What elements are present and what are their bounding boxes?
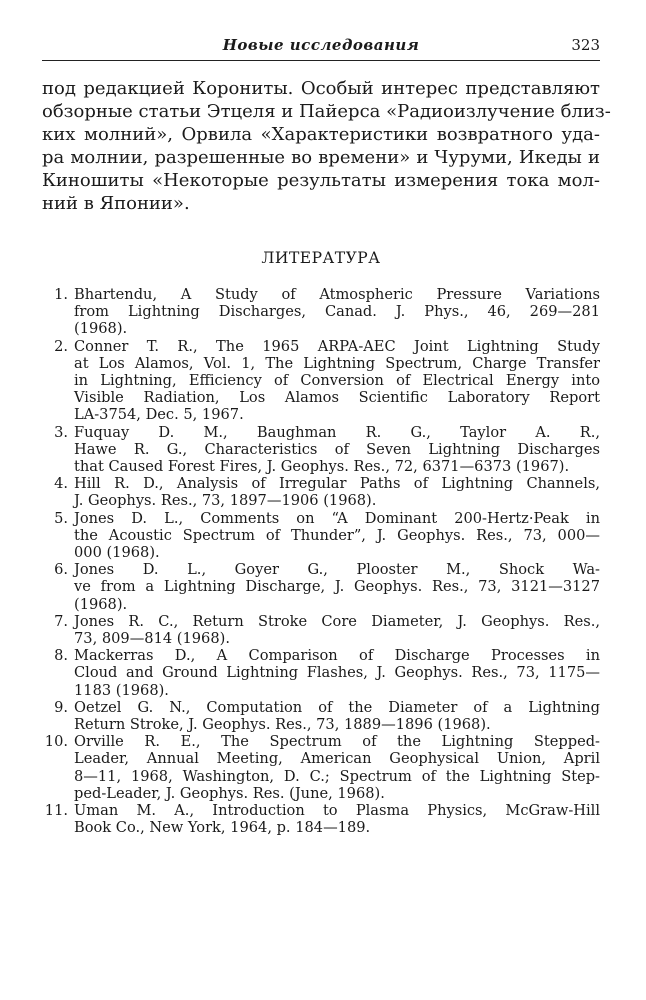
reference-line: in Lightning, Efficiency of Conversion of Electrical Energy into	[74, 372, 600, 390]
reference-line: Hawe R. G., Characteristics of Seven Lightning Discharges	[74, 440, 600, 458]
reference-line: Book Co., New York, 1964, p. 184—189.	[74, 819, 371, 837]
reference-number: 10.	[44, 733, 68, 751]
reference-item	[42, 802, 600, 836]
intro-line: ких молний», Орвила «Характеристики возвратного уда-	[42, 124, 600, 145]
reference-line: (1968).	[74, 595, 128, 613]
reference-item	[42, 286, 600, 338]
reference-line: ve from a Lightning Discharge, J. Geophys. Res., 73, 3121—3127	[74, 578, 600, 596]
reference-line: Cloud and Ground Lightning Flashes, J. Geophys. Res., 73, 1175—	[74, 664, 600, 682]
reference-line: Uman M. A., Introduction to Plasma Physics, McGraw-Hill	[74, 802, 600, 820]
reference-line: Oetzel G. N., Computation of the Diameter of a Lightning	[74, 698, 600, 716]
reference-number: 11.	[44, 802, 68, 820]
reference-line: 8—11, 1968, Washington, D. C.; Spectrum of the Lightning Step-	[74, 767, 600, 785]
reference-line: Hill R. D., Analysis of Irregular Paths of Lightning Channels,	[74, 475, 600, 493]
reference-number: 1.	[54, 286, 68, 303]
reference-list	[42, 286, 600, 837]
reference-line: the Acoustic Spectrum of Thunder”, J. Geophys. Res., 73, 000—	[74, 526, 600, 544]
reference-number: 8.	[54, 647, 68, 665]
reference-item	[42, 338, 600, 424]
reference-item	[42, 424, 600, 476]
reference-item	[42, 647, 600, 699]
reference-line: 73, 809—814 (1968).	[74, 630, 230, 648]
intro-paragraph	[42, 77, 611, 215]
running-title: Новые исследования	[222, 36, 420, 54]
reference-number: 3.	[54, 423, 68, 441]
reference-item	[42, 475, 600, 509]
reference-line: that Caused Forest Fires, J. Geophys. Res., 72, 6371—6373 (1967).	[74, 458, 570, 476]
reference-number: 9.	[54, 698, 68, 716]
reference-line: J. Geophys. Res., 73, 1897—1906 (1968).	[74, 492, 377, 510]
reference-number: 4.	[54, 475, 68, 493]
reference-line: Jones D. L., Comments on “A Dominant 200-Hertz·Peak in	[74, 509, 600, 527]
reference-line: 000 (1968).	[74, 544, 160, 562]
reference-line: Conner T. R., The 1965 ARPA-AEC Joint Lightning Study	[74, 337, 600, 355]
reference-item	[42, 733, 600, 802]
reference-line: 1183 (1968).	[74, 681, 169, 699]
reference-line: from Lightning Discharges, Canad. J. Phys., 46, 269—281	[74, 303, 600, 321]
reference-line: Leader, Annual Meeting, American Geophysical Union, April	[74, 750, 600, 768]
reference-line: Fuquay D. M., Baughman R. G., Taylor A. R.,	[74, 423, 600, 441]
intro-line: ра молнии, разрешенные во времени» и Чуруми, Икеды и	[42, 147, 600, 168]
intro-line: обзорные статьи Этцеля и Пайерса «Радиоизлучение близ-	[42, 101, 611, 122]
reference-number: 5.	[54, 509, 68, 527]
section-heading: ЛИТЕРАТУРА	[261, 249, 381, 267]
reference-line: Mackerras D., A Comparison of Discharge Processes in	[74, 647, 600, 665]
reference-line: Visible Radiation, Los Alamos Scientific Laboratory Report	[74, 389, 600, 407]
reference-item	[42, 510, 600, 562]
intro-line: ний в Японии».	[42, 193, 190, 214]
reference-item	[42, 699, 600, 733]
reference-number: 7.	[54, 612, 68, 630]
reference-line: ped-Leader, J. Geophys. Res. (June, 1968).	[74, 784, 385, 802]
reference-item	[42, 561, 600, 613]
reference-item	[42, 613, 600, 647]
reference-line: at Los Alamos, Vol. 1, The Lightning Spectrum, Charge Transfer	[74, 354, 600, 372]
book-page	[42, 30, 611, 837]
reference-line: LA-3754, Dec. 5, 1967.	[74, 406, 244, 424]
reference-line: Jones D. L., Goyer G., Plooster M., Shock Wa-	[74, 561, 600, 579]
page-number: 323	[571, 36, 600, 54]
page-header	[42, 30, 600, 61]
reference-line: Orville R. E., The Spectrum of the Lightning Stepped-	[74, 733, 600, 751]
reference-line: Jones R. C., Return Stroke Core Diameter, J. Geophys. Res.,	[74, 612, 600, 630]
reference-number: 2.	[54, 337, 68, 355]
reference-number: 6.	[54, 561, 68, 579]
intro-line: Киношиты «Некоторые результаты измерения тока мол-	[42, 170, 600, 191]
reference-line: (1968).	[74, 320, 128, 338]
reference-line: Return Stroke, J. Geophys. Res., 73, 1889—1896 (1968).	[74, 716, 491, 734]
reference-line: Bhartendu, A Study of Atmospheric Pressure Variations	[74, 286, 600, 303]
intro-line: под редакцией Корониты. Особый интерес представляют	[42, 78, 600, 99]
